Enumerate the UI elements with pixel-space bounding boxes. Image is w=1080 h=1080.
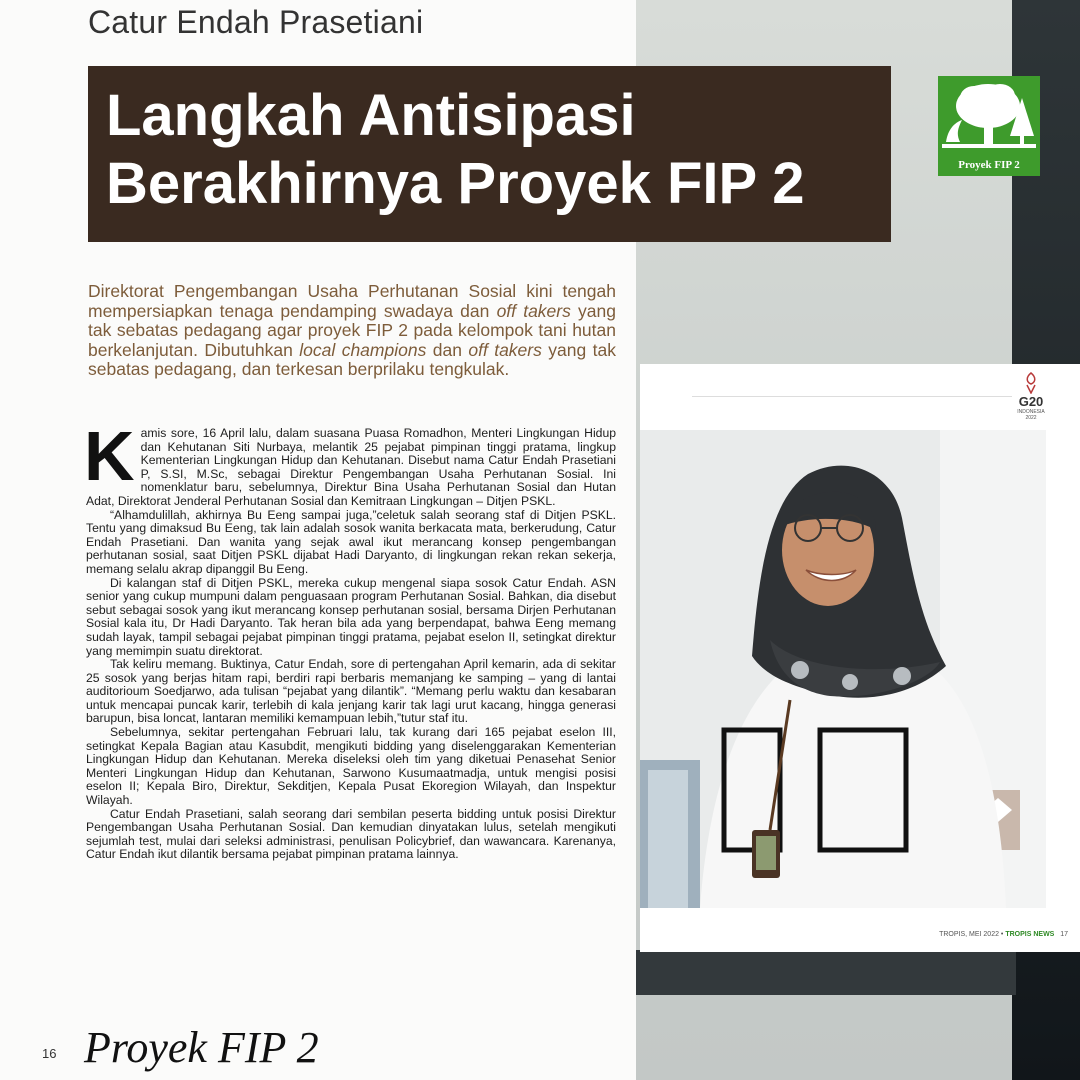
photo-card	[640, 364, 1080, 952]
lead-text-4: yang tak sebatas pedagang, dan terkesan berprilaku tengkulak.	[88, 339, 616, 379]
lead-italic-3: off takers	[468, 339, 542, 360]
portrait-illustration	[640, 430, 1046, 908]
article-paragraph-5: Sebelumnya, sekitar pertengahan Februari lalu, tak kurang dari 165 pejabat eselon III, setingkat Kepala Bagian atau Kasubdit, mengikuti bidding yang diselenggarakan Kementerian Lingkungan Hidup dan Kehutanan. Mereka diseleksi oleh tim yang diketuai Penasehat Senior Menteri Lingkungan Hidup dan Kehutanan, Sarwono Kusumaatmadja, untuk mengisi posisi eselon II; Kepala Biro, Direktur, Sekditjen, Kepala Pusat Ekoregion Wilayah, dan Inspektur Wilayah.	[86, 725, 616, 808]
g20-logo	[1012, 370, 1050, 430]
drop-cap: K	[84, 417, 135, 495]
g20-emblem-icon	[1024, 372, 1038, 394]
article-paragraph-1-text: amis sore, 16 April lalu, dalam suasana Puasa Romadhon, Menteri Lingkungan Hidup dan Kehutanan Siti Nurbaya, melantik 25 pejabat pimpinan tinggi pratama, lingkup Kementerian Lingkungan Hidup dan Kehutanan. Disebut nama Catur Endah Prasetiani P, S.SI, M.Sc, sebagai Direktur Pengembangan Usaha Perhutanan Sosial. Ini nomenklatur baru, sebelumnya, Direktur Bina Usaha Perhutanan Sosial dan Hutan Adat, Direktorat Jenderal Perhutanan Sosial dan Kemitraan Lingkungan – Ditjen PSKL.	[86, 426, 616, 508]
lead-paragraph	[88, 282, 616, 380]
lead-text-3: dan	[426, 339, 469, 360]
photo-card-footer	[939, 931, 1068, 938]
lead-text-2: yang tak sebatas pedagang agar proyek FIP 2 pada kelompok tani hutan berkelanjutan. Dibutuhkan	[88, 300, 617, 360]
lead-text-1: Direktorat Pengembangan Usaha Perhutanan Sosial kini tengah mempersiapkan tenaga pendamping swadaya dan	[88, 281, 616, 321]
proyek-fip2-logo	[938, 76, 1040, 176]
card-footer-page-number: 17	[1060, 931, 1068, 938]
article-paragraph-6: Catur Endah Prasetiani, salah seorang dari sembilan peserta bidding untuk posisi Direktur Pengembangan Usaha Perhutanan Sosial. Dan kemudian dinyatakan lulus, setelah mengikuti sejumlah test, mulai dari seleksi administrasi, penulisan Policybrief, dan wawancara. Karenanya, Catur Endah ikut dilantik bersama pejabat pimpinan pratama lainnya.	[86, 806, 616, 862]
title-line-1: Langkah Antisipasi	[106, 83, 636, 148]
logo-caption: Proyek FIP 2	[958, 159, 1020, 171]
article-paragraph-2: “Alhamdulillah, akhirnya Bu Eeng sampai juga,”celetuk salah seorang staf di Ditjen PSKL. Tentu yang dimaksud Bu Eeng, tak lain adalah sosok wanita berkacata mata, berkerudung, Catur Endah Prasetiani. Dan wanita yang sejak awal ikut merancang konsep pengembangan perhutanan sosial, saat Ditjen PSKL dijabat Hadi Daryanto, di lingkungan rekan rekan sekerja, memang selalu akrap dipanggil Bu Eeng.	[86, 507, 616, 576]
g20-sublabel: INDONESIA 2022	[1017, 409, 1045, 421]
article-paragraph-3: Di kalangan staf di Ditjen PSKL, mereka cukup mengenal siapa sosok Catur Endah. ASN senior yang cukup mumpuni dalam penguasaan program Perhutanan Sosial. Bahkan, dia disebut sebut sebagai sosok yang ikut merancang konsep perhutanan sosial, bersama Dirjen Perhutanan Sosial kala itu, Dr Hadi Daryanto. Tak heran bila ada yang berpendapat, bahwa Eeng memang sudah layak, tampil sebagai pejabat pimpinan tinggi pratama, pejabat eselon II, setingkat direktur yang memimpin suatu direktorat.	[86, 575, 616, 658]
portrait-photo	[640, 430, 1046, 908]
card-footer-text: TROPIS, MEI 2022 •	[939, 931, 1006, 938]
background-shadow-band	[636, 950, 1016, 995]
page-number: 16	[42, 1046, 57, 1061]
article-paragraph-4: Tak keliru memang. Buktinya, Catur Endah, sore di pertengahan April kemarin, ada di sekitar 25 sosok yang berjas hitam rapi, berdiri rapi berbaris memanjang ke samping – yang di lantai auditorioum Soedjarwo, ada tulisan “pejabat yang dilantik”. “Memang perlu waktu dan kesabaran untuk mencapai puncak karir, terlebih di kala jenjang karir tak lagi urut kacang, hingga generasi barupun, bisa loncat, lantaran memiliki kemampuan lebih,”tutur staf itu.	[86, 657, 616, 726]
card-footer-page	[1054, 931, 1068, 938]
title-line-2: Berakhirnya Proyek FIP 2	[106, 151, 805, 216]
author-name: Catur Endah Prasetiani	[88, 4, 424, 40]
lead-italic-2: local champions	[299, 339, 427, 360]
lead-italic-1: off takers	[496, 300, 571, 321]
article-body	[84, 417, 616, 862]
article-paragraph-1	[84, 417, 616, 509]
card-footer-brand: TROPIS NEWS	[1005, 931, 1055, 938]
card-divider	[692, 396, 1012, 397]
title-box	[88, 66, 891, 242]
tree-logo-icon	[938, 76, 1040, 160]
g20-label: G20	[1018, 394, 1044, 409]
footer-brand: Proyek FIP 2	[84, 1023, 319, 1072]
